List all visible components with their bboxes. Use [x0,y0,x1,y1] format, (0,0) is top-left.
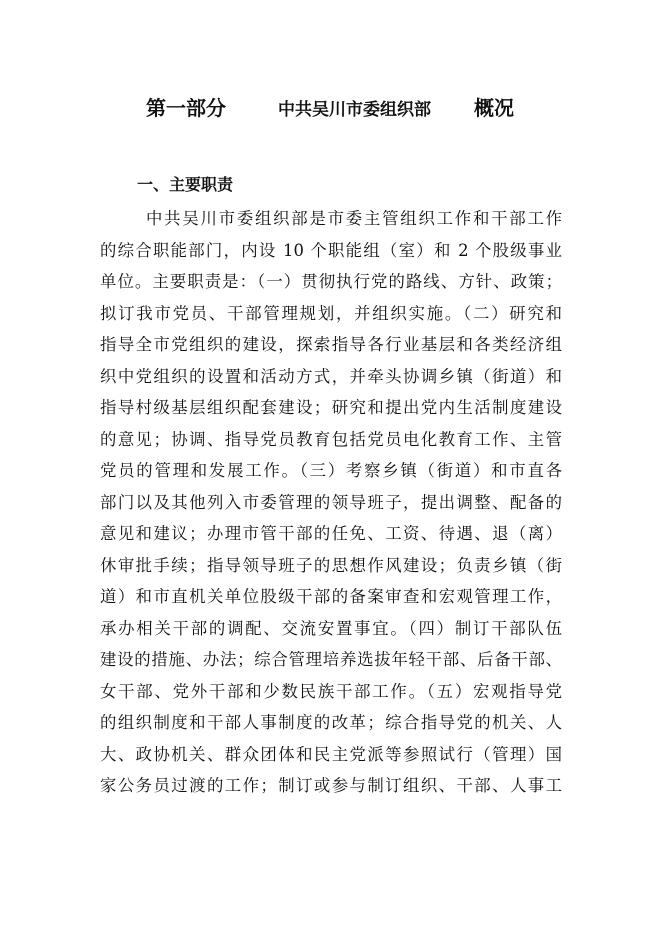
body-paragraph [100,203,562,802]
paragraph-line: 的组织制度和干部人事制度的改革；综合指导党的机关、人 [100,713,562,732]
document-title [0,93,662,123]
paragraph-line: 承办相关干部的调配、交流安置事宜。（四）制订干部队伍 [100,618,562,638]
section-heading: 一、主要职责 [137,175,234,194]
paragraph-line: 织中党组织的设置和活动方式，并牵头协调乡镇（街道）和 [100,366,562,386]
title-organization-name: 中共吴川市委组织部 [278,100,431,120]
paragraph-line: 指导村级基层组织配套建设；研究和提出党内生活制度建设 [100,398,562,417]
paragraph-line: 单位。主要职责是：（一）贯彻执行党的路线、方针、政策； [100,272,562,291]
paragraph-line: 党员的管理和发展工作。（三）考察乡镇（街道）和市直各 [100,461,562,480]
paragraph-line: 拟订我市党员、干部管理规划，并组织实施。（二）研究和 [100,303,562,323]
paragraph-line: 中共吴川市委组织部是市委主管组织工作和干部工作 [146,209,562,228]
paragraph-line: 部门以及其他列入市委管理的领导班子，提出调整、配备的 [100,492,562,512]
paragraph-line: 休审批手续；指导领导班子的思想作风建设；负责乡镇（街 [100,555,562,575]
paragraph-line: 建设的措施、办法；综合管理培养选拔年轻干部、后备干部、 [100,650,562,669]
title-overview-label: 概况 [474,96,514,120]
paragraph-line: 女干部、党外干部和少数民族干部工作。（五）宏观指导党 [100,681,562,701]
title-part-label: 第一部分 [146,96,226,120]
paragraph-line: 大、政协机关、群众团体和民主党派等参照试行（管理）国 [100,744,562,764]
paragraph-line: 的综合职能部门，内设 10 个职能组（室）和 2 个股级事业 [100,240,562,260]
paragraph-line: 的意见；协调、指导党员教育包括党员电化教育工作、主管 [100,429,562,449]
paragraph-line: 指导全市党组织的建设，探索指导各行业基层和各类经济组 [100,335,562,354]
paragraph-line: 道）和市直机关单位股级干部的备案审查和宏观管理工作， [100,587,562,606]
paragraph-line: 家公务员过渡的工作；制订或参与制订组织、干部、人事工 [100,776,562,795]
paragraph-line: 意见和建议；办理市管干部的任免、工资、待遇、退（离） [100,524,562,543]
